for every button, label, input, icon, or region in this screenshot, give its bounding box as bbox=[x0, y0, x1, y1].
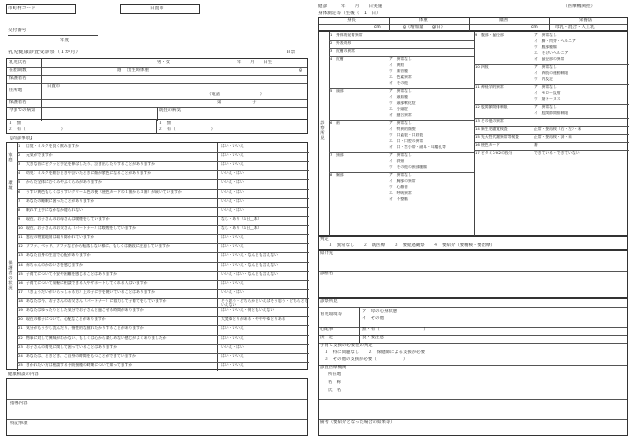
support-label: 子育て支援の必要性の判定 bbox=[320, 343, 373, 348]
question-number: 8 bbox=[18, 207, 21, 212]
growth-measure-label: 身体測定等（生後（ 1 日） bbox=[318, 11, 381, 16]
right-form-page bbox=[318, 0, 628, 440]
feeding-method-field[interactable]: 母乳・混合・人工乳 bbox=[555, 25, 595, 30]
question-text: 眠れず上手になかなか寝られない bbox=[26, 207, 83, 212]
question-text: うすい黄色もしくはうすいクリーム色の便（便色カードの１番から３番）が続いていますか bbox=[26, 189, 182, 194]
question-text: 赤ちゃんのかわいさを感じますか bbox=[26, 262, 83, 267]
clinic-copy-label: （医療機関控） bbox=[563, 4, 596, 9]
question-text: あなたは今、お子さんのお父さん（パートナー）に協力して子育てをしていますか bbox=[26, 299, 167, 304]
head-circ-input[interactable]: cm bbox=[531, 25, 538, 30]
guardian-label-2: 保護者名 bbox=[9, 100, 27, 105]
finding-item-number: 5 bbox=[330, 89, 333, 93]
finding-item-number: 17 bbox=[475, 151, 480, 155]
finding-option[interactable]: 正常・要再検（右・左）・未 bbox=[534, 127, 582, 131]
finding-item-label: ビタミンK2の投与 bbox=[481, 151, 513, 155]
finding-item-number: 4 bbox=[330, 57, 333, 61]
question-row bbox=[17, 170, 309, 179]
question-text: 物事に対して興味がわかない、もしくは心から楽しめない感じがよくありましたか bbox=[26, 335, 167, 340]
question-answer[interactable]: はい・いいえ bbox=[221, 162, 244, 167]
finding-item-number: 8 bbox=[330, 173, 333, 177]
question-row bbox=[17, 189, 309, 198]
finding-option[interactable]: イ 頭血腫 bbox=[389, 95, 408, 99]
finding-option[interactable]: ウ 腹部腫瘤 bbox=[534, 45, 557, 49]
question-answer[interactable]: そう思う・どちらかといえばそう思う・どちらともいえない bbox=[221, 299, 309, 308]
question-number: 20 bbox=[18, 317, 23, 322]
finding-option[interactable]: イ 四肢の運動制限 bbox=[534, 71, 569, 75]
finding-option[interactable]: ア 異常なし bbox=[534, 65, 557, 69]
question-row bbox=[17, 207, 309, 216]
question-answer[interactable]: いいえ・はい・なんとも言えない bbox=[221, 271, 278, 276]
question-number: 19 bbox=[18, 308, 23, 313]
finding-option[interactable]: オ 鼠径部の異常 bbox=[534, 57, 565, 61]
finding-item-number: 11 bbox=[475, 85, 480, 89]
finding-item-label: 腹部・鼠径部 bbox=[481, 33, 504, 37]
question-row bbox=[17, 198, 309, 207]
finding-option[interactable]: ア 異常なし bbox=[389, 89, 412, 93]
hospital-name[interactable]: 名 称 bbox=[328, 380, 342, 385]
finding-item-label: 歯 bbox=[336, 121, 340, 125]
question-row bbox=[17, 143, 309, 152]
finding-item-label: 皮膚の異常 bbox=[336, 49, 355, 53]
question-number: 12 bbox=[18, 244, 23, 249]
question-row bbox=[17, 335, 309, 344]
question-text: 現在の様子について、心配なことがありますか bbox=[26, 317, 106, 322]
concerns-label: 心配事 bbox=[320, 327, 334, 332]
question-number: 24 bbox=[18, 353, 23, 358]
question-answer[interactable]: いいえ・はい bbox=[221, 189, 244, 194]
question-answer[interactable]: はい・いいえ bbox=[221, 235, 244, 240]
question-row bbox=[17, 271, 309, 280]
question-number: 18 bbox=[18, 299, 23, 304]
question-number: 5 bbox=[18, 180, 21, 185]
question-number: 11 bbox=[18, 235, 23, 240]
finding-item-label: 神経学的異常 bbox=[481, 85, 504, 89]
side-label-family: 家庭 bbox=[8, 152, 13, 162]
question-answer[interactable]: いいえ・はい bbox=[221, 198, 244, 203]
question-text: 子育てについて不安や困難を感じることはありますか bbox=[26, 271, 118, 276]
guardian-label: 保護者名 bbox=[9, 76, 27, 81]
question-text: あなた自身の生活で心配がありますか bbox=[26, 253, 91, 258]
municipality-code-label: 市町村コード bbox=[8, 6, 36, 11]
question-row bbox=[17, 252, 309, 261]
question-answer[interactable]: はい・いいえ bbox=[221, 280, 244, 285]
finding-item-number: 15 bbox=[475, 135, 480, 139]
guidance-label: 指導内容 bbox=[10, 401, 28, 406]
questionnaire-header: 【問診事項】 bbox=[8, 136, 35, 141]
exam-date: 健診 年 月 日実施 bbox=[318, 4, 383, 9]
question-text: からだ全体にむくみやふくらみがありますか bbox=[26, 180, 102, 185]
findings-table bbox=[318, 31, 628, 236]
question-answer[interactable]: いいえ・はい bbox=[221, 289, 244, 294]
finding-item-number: 13 bbox=[475, 119, 480, 123]
question-row bbox=[17, 152, 309, 161]
question-row bbox=[17, 307, 309, 316]
form-title: 乳児健康診査受診票（１か月） bbox=[8, 50, 81, 55]
question-text: 現在、お子さんのお父さん（パートナー）は喫煙をしていますか bbox=[26, 226, 137, 231]
finding-option[interactable]: オ 不整脈 bbox=[389, 197, 408, 201]
question-text: お子さんの育児に関して困っていることはありますか bbox=[26, 344, 118, 349]
finding-option[interactable]: ウ 内反足 bbox=[534, 77, 553, 81]
question-answer[interactable]: はい・いいえ・なんとも言えない bbox=[221, 262, 278, 267]
question-number: 25 bbox=[18, 362, 23, 367]
question-row bbox=[17, 262, 309, 271]
question-number: 22 bbox=[18, 335, 23, 340]
question-row bbox=[17, 316, 309, 325]
finding-option[interactable]: ア 異常なし bbox=[389, 153, 412, 157]
judgement-label: 判定 bbox=[320, 237, 329, 242]
finding-option[interactable]: エ 口・口腔の異常 bbox=[389, 139, 424, 143]
question-answer[interactable]: いいえ・はい bbox=[221, 180, 244, 185]
env-option-b[interactable]: イ その他 bbox=[362, 316, 384, 321]
question-row bbox=[17, 298, 309, 307]
question-row bbox=[17, 225, 309, 234]
delivery-number-label: 交付番号 bbox=[8, 28, 27, 33]
finding-option[interactable]: イ 臍・肉芽・ヘルニア bbox=[534, 39, 576, 43]
support-option-1-2[interactable]: １ 特に問題なし ２ 保健師による支援が必要 bbox=[324, 350, 425, 355]
question-number: 16 bbox=[18, 280, 23, 285]
finding-option[interactable]: オ 縫合異常 bbox=[389, 113, 412, 117]
question-answer[interactable]: 大変ゆとりがある・やややゆとりある bbox=[221, 317, 286, 322]
question-number: 7 bbox=[18, 198, 21, 203]
fiscal-year-label: 年度 bbox=[60, 38, 70, 43]
question-text: 元気がでますか bbox=[26, 153, 53, 158]
question-row bbox=[17, 216, 309, 225]
consultation-label: 健康相談の内容 bbox=[8, 372, 39, 377]
finding-option[interactable]: エ 色素異常 bbox=[389, 75, 412, 79]
question-number: 3 bbox=[18, 162, 21, 167]
sex-field[interactable]: 男・女 bbox=[157, 60, 171, 65]
question-number: 2 bbox=[18, 153, 21, 158]
finding-item-label: 胸部 bbox=[336, 173, 344, 177]
special-notes-label: 特記事項 bbox=[10, 421, 28, 426]
question-answer[interactable]: はい・いいえ bbox=[221, 335, 244, 340]
referral-label: 紹介先 bbox=[320, 251, 334, 256]
finding-option[interactable]: イ 胸部の異常 bbox=[389, 179, 416, 183]
finding-item-label: 新生児聴覚検査 bbox=[481, 127, 508, 131]
height-input[interactable]: cm bbox=[374, 25, 381, 30]
finding-option[interactable]: ウ その他の頸部腫瘤 bbox=[389, 165, 427, 169]
past-illness-yes[interactable]: ２ 有（ ） bbox=[158, 127, 216, 132]
exam-findings-label: 診察所見 bbox=[320, 299, 338, 304]
finding-option[interactable]: ウ 口蓋裂・口唇裂 bbox=[389, 133, 424, 137]
finding-option[interactable]: ウ 頭部軟化症 bbox=[389, 101, 416, 105]
question-answer[interactable]: はい・いいえ bbox=[221, 153, 244, 158]
finding-item-label: 四肢 bbox=[481, 65, 489, 69]
question-row bbox=[17, 362, 309, 371]
measurement-table: 身長 体重 頭囲 栄養法 cm g（増加量 g/日） cm 母乳・混合・人工乳 bbox=[318, 17, 628, 31]
diagnosis-label: 診断名 bbox=[320, 271, 334, 276]
finding-option[interactable]: ウ 血管腫 bbox=[389, 69, 408, 73]
question-answer[interactable]: はい・いいえ bbox=[221, 326, 244, 331]
finding-item-label: 外表奇形 bbox=[336, 41, 352, 45]
question-text: 子育てについて気軽に相談できる人やサポートしてくれる人はいますか bbox=[26, 280, 148, 285]
child-name-label: 乳児氏名 bbox=[9, 60, 27, 65]
question-number: 6 bbox=[18, 189, 21, 194]
question-row bbox=[17, 289, 309, 298]
question-number: 9 bbox=[18, 216, 21, 221]
question-answer[interactable]: はい・いいえ bbox=[221, 244, 244, 249]
question-answer[interactable]: いいえ・はい bbox=[221, 171, 244, 176]
child-info-table: 乳児氏名 男・女 年 月 日生 在胎期数 週 出生時体重 g 保護者名 住所地 日置市 （電話 ） 保護者名 第 子 今までの病気 既往の病気 bbox=[6, 58, 308, 120]
finding-option[interactable]: エ 呼吸異常 bbox=[389, 191, 412, 195]
question-row bbox=[17, 325, 309, 334]
city-name: 日置市 bbox=[150, 6, 164, 11]
question-text: 現在、お子さんのお母さんは喫煙をしていますか bbox=[26, 216, 110, 221]
question-text: 目覚・ミルクを良く飲みますか bbox=[26, 144, 80, 148]
question-text: （きょうだいがいらっしゃる方）上の子に手を焼いていることはありますか bbox=[26, 289, 156, 294]
finding-option[interactable]: オ 口・舌小帯・副耳・耳瘻孔等 bbox=[389, 145, 446, 149]
finding-item-label: 皮膚 bbox=[336, 57, 344, 61]
finding-item-number: 10 bbox=[475, 65, 480, 69]
finding-item-number: 9 bbox=[475, 33, 478, 37]
weight-input[interactable]: g（増加量 g/日） bbox=[403, 25, 446, 30]
phone-field[interactable]: （電話 ） bbox=[207, 92, 265, 97]
current-illness-none[interactable]: １ 無 bbox=[8, 121, 22, 126]
question-number: 15 bbox=[18, 271, 23, 276]
finding-item-number: 6 bbox=[330, 121, 333, 125]
gestation-label: 在胎期数 bbox=[9, 68, 27, 73]
side-label-environment: 環境 bbox=[8, 180, 13, 190]
finding-option[interactable]: ア 異常なし bbox=[389, 121, 412, 125]
finding-option[interactable]: イ 股関節開排制限 bbox=[534, 111, 569, 115]
question-text: きかれたい方は相談する予防接種の時期について知ってますか bbox=[26, 362, 133, 367]
finding-item-number: 7 bbox=[330, 153, 333, 157]
question-answer[interactable]: はい・いいえ bbox=[221, 144, 244, 148]
question-text: あなたは、ときどき、ご自身の時間をもつことができていますか bbox=[26, 353, 136, 358]
question-text: 窓辺の物置地肩は取り除かれていますか bbox=[26, 235, 95, 240]
question-number: 10 bbox=[18, 226, 23, 231]
finding-item-label: 頭部 bbox=[336, 89, 344, 93]
question-text: あなたはゆったりとした気分でお子さんと過ごせる時間がありますか bbox=[26, 308, 144, 313]
finding-item-label: 頸部 bbox=[336, 153, 344, 157]
finding-option[interactable]: エ そけいヘルニア bbox=[534, 51, 569, 55]
question-text: あなたの睡眠に困ったことがありますか bbox=[26, 198, 95, 203]
question-text: ソファ、ベッド、ソファなどから転落しない様に、もしくは階段に注意していますか bbox=[26, 244, 170, 249]
finding-option[interactable]: ウ 心雑音 bbox=[389, 185, 408, 189]
finding-item-number: 16 bbox=[475, 143, 480, 147]
question-row bbox=[17, 234, 309, 243]
side-label-guardian-status: 保護者の状況 bbox=[8, 260, 13, 290]
decision-field[interactable]: 良・要注意 bbox=[362, 335, 384, 340]
finding-item-label: その他の異常 bbox=[481, 119, 504, 123]
hospital-address[interactable]: 所在地 bbox=[328, 372, 342, 377]
left-form-page bbox=[0, 0, 310, 440]
question-number: 14 bbox=[18, 262, 23, 267]
finding-option[interactable]: イ モロー反射 bbox=[534, 91, 561, 95]
questionnaire-table bbox=[6, 142, 308, 370]
finding-option[interactable]: できている・できていない bbox=[534, 151, 580, 155]
side-label-findings: 診察所見 bbox=[320, 120, 325, 140]
finding-item-label: 股関節開排制限 bbox=[481, 105, 508, 109]
finding-item-number: 3 bbox=[330, 49, 333, 53]
question-row bbox=[17, 243, 309, 252]
past-illness-none[interactable]: １ 無 bbox=[158, 121, 172, 126]
finding-item-number: 1 bbox=[330, 33, 333, 37]
question-row bbox=[17, 353, 309, 362]
finding-item-label: 先天性代謝異常等検査 bbox=[481, 135, 519, 139]
finding-item-number: 12 bbox=[475, 105, 480, 109]
finding-option[interactable]: 番 bbox=[534, 143, 538, 147]
question-answer[interactable]: なし・あり（1日__本） bbox=[221, 216, 262, 221]
finding-item-label: 身体的発育異常 bbox=[336, 33, 363, 37]
finding-option[interactable]: オ その他 bbox=[389, 81, 408, 85]
finding-option[interactable]: エ 小頭症 bbox=[389, 107, 408, 111]
decision-label: 決 定 bbox=[320, 335, 334, 340]
remarks-label: 備考（要紹介となった場合の結果等） bbox=[320, 420, 395, 425]
question-answer[interactable]: はい・いいえ・なんとも言えない bbox=[221, 253, 278, 258]
finding-item-label: 便色カード bbox=[481, 143, 500, 147]
finding-option[interactable]: ア 異常なし bbox=[534, 33, 557, 37]
question-answer[interactable]: はい・いいえ bbox=[221, 353, 244, 358]
concerns-field[interactable]: 無・有（ ） bbox=[362, 327, 428, 332]
finding-option[interactable]: イ 特異的顔貌 bbox=[389, 127, 416, 131]
birth-date-field[interactable]: 年 月 日生 bbox=[237, 60, 273, 65]
question-number: 23 bbox=[18, 344, 23, 349]
form-type: Ｂ票 bbox=[286, 50, 296, 55]
question-row bbox=[17, 344, 309, 353]
question-row bbox=[17, 179, 309, 188]
past-illness-label: 既往の病気 bbox=[159, 108, 181, 113]
finding-option[interactable]: ア 異常なし bbox=[389, 173, 412, 177]
question-number: 1 bbox=[18, 144, 21, 148]
question-number: 21 bbox=[18, 326, 23, 331]
env-option-a[interactable]: ア 母の心身状態 bbox=[362, 309, 398, 314]
finding-option[interactable]: ア 異常なし bbox=[534, 85, 557, 89]
current-illness-label: 今までの病気 bbox=[9, 108, 36, 113]
finding-item-number: 14 bbox=[475, 127, 480, 131]
notes-box bbox=[6, 378, 308, 436]
address-city: 日置市 bbox=[47, 84, 61, 89]
finding-option[interactable]: イ 斜頸 bbox=[389, 159, 405, 163]
finding-option[interactable]: ア 異常なし bbox=[389, 57, 412, 61]
question-row bbox=[17, 161, 309, 170]
birth-order-field[interactable]: 第 子 bbox=[217, 100, 257, 105]
question-text: 気分がもう少し沈んだり、慢性的な疲れたかりすることがありますか bbox=[26, 326, 144, 331]
question-answer[interactable]: いいえ・はい bbox=[221, 344, 244, 349]
address-label: 住所地 bbox=[9, 88, 23, 93]
hospital-label: 診査医療機関 bbox=[320, 365, 347, 370]
finding-option[interactable]: 正常・要再検・済・未 bbox=[534, 135, 572, 139]
question-row bbox=[17, 280, 309, 289]
doctor-name[interactable]: 氏 名 bbox=[328, 388, 342, 393]
judgement-options[interactable]: １ 異常なし ２ 既医療 ３ 要経過観察 ４ 要紹介（要精検・要治療） bbox=[328, 243, 495, 248]
question-answer[interactable]: はい・いいえ bbox=[221, 362, 244, 367]
question-number: 13 bbox=[18, 253, 23, 258]
birth-weight-label: 出生時体重 bbox=[127, 68, 149, 73]
current-illness-yes[interactable]: ２ 有（ ） bbox=[8, 127, 66, 132]
question-answer[interactable]: なし・あり（1日__本） bbox=[221, 226, 262, 231]
environment-label: 育児環境等 bbox=[320, 312, 342, 317]
finding-option[interactable]: ア 異常なし bbox=[534, 105, 557, 109]
question-text: 大きな音にビクッと手足を伸ばしたり、泣き出したりすることがありますか bbox=[26, 162, 156, 167]
question-text: 幼児：ミルクを飲むときや泣いたときに顔が紫色になることがありますか bbox=[26, 171, 152, 176]
question-number: 4 bbox=[18, 171, 21, 176]
finding-item-number: 2 bbox=[330, 41, 333, 45]
referral-box bbox=[318, 250, 628, 298]
support-option-3[interactable]: ３ その他の支援が必要（ ） bbox=[324, 357, 408, 362]
finding-option[interactable]: ウ 筋トーヌス bbox=[534, 97, 561, 101]
question-number: 17 bbox=[18, 289, 23, 294]
question-answer[interactable]: いいえ・はい bbox=[221, 207, 244, 212]
finding-option[interactable]: イ 黄疸 bbox=[389, 63, 405, 67]
question-answer[interactable]: はい・いいえ・何ともいえない bbox=[221, 308, 275, 313]
